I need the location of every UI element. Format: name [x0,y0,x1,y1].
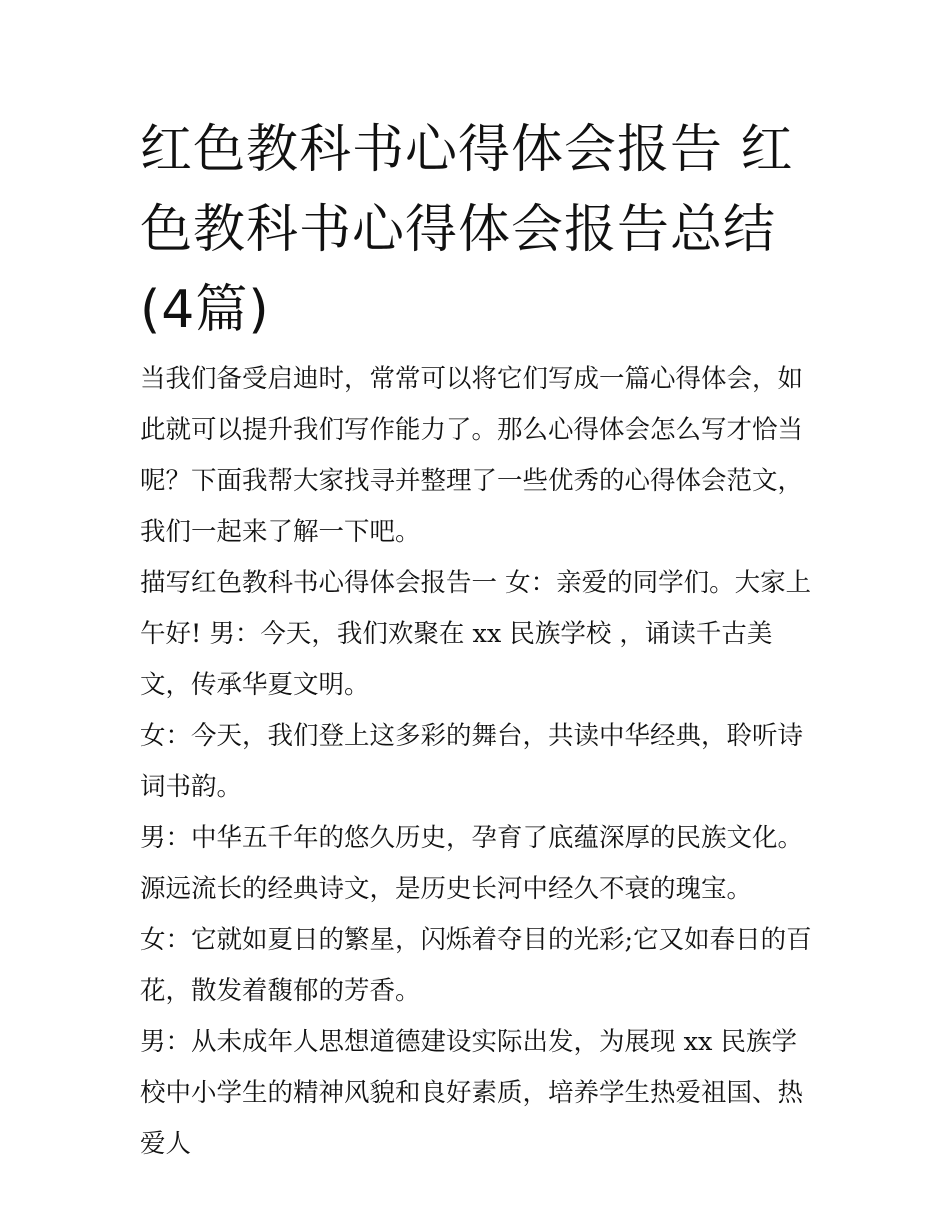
paragraph-female-2: 女：它就如夏日的繁星，闪烁着夺目的光彩;它又如春日的百花，散发着馥郁的芳香。 [140,925,812,1006]
paragraph-opening: 描写红色教科书心得体会报告一 女：亲爱的同学们。大家上午好! 男：今天，我们欢聚在 xx 民族学校 ，诵读千古美文，传承华夏文明。 [140,568,812,700]
document-body [140,354,816,1170]
paragraph-male-2: 男：从未成年人思想道德建设实际出发，为展现 xx 民族学校中小学生的精神风貌和良好素质，培养学生热爱祖国、热爱人 [140,1027,804,1159]
paragraph-male-1: 男：中华五千年的悠久历史，孕育了底蕴深厚的民族文化。源远流长的经典诗文，是历史长河中经久不衰的瑰宝。 [140,823,804,904]
paragraph-female-1: 女：今天，我们登上这多彩的舞台，共读中华经典，聆听诗词书韵。 [140,721,804,802]
document-title: 红色教科书心得体会报告 红色教科书心得体会报告总结(4篇) [140,120,794,340]
paragraph-intro: 当我们备受启迪时，常常可以将它们写成一篇心得体会，如此就可以提升我们写作能力了。那么心得体会怎么写才恰当呢？下面我帮大家找寻并整理了一些优秀的心得体会范文，我们一起来了解一下吧。 [140,364,804,547]
